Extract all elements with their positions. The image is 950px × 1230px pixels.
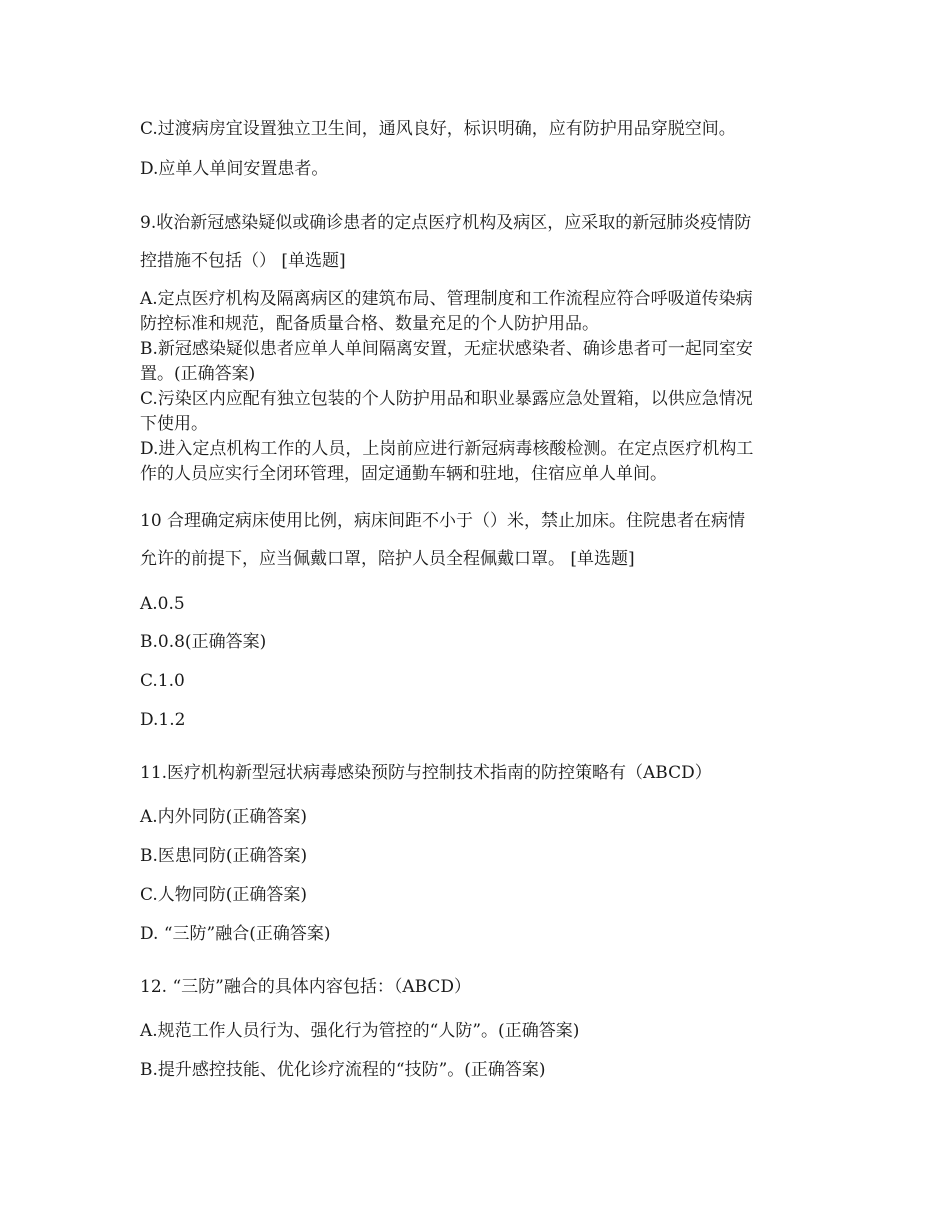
- question-9-line-2: 控措施不包括（） [单选题]: [140, 251, 346, 271]
- question-10-line-1: 10 合理确定病床使用比例，病床间距不小于（）米，禁止加床。住院患者在病情: [140, 511, 746, 531]
- option-a-q11: A.内外同防(正确答案): [140, 807, 307, 827]
- option-c-q11: C.人物同防(正确答案): [140, 885, 308, 905]
- option-c-q9-line-1: C.污染区内应配有独立包装的个人防护用品和职业暴露应急处置箱，以供应急情况: [140, 389, 753, 409]
- option-d-q11: D. “三防”融合(正确答案): [140, 924, 331, 944]
- option-b-q12: B.提升感控技能、优化诊疗流程的“技防”。(正确答案): [140, 1060, 546, 1080]
- option-d-q8: D.应单人单间安置患者。: [140, 159, 329, 179]
- question-9-line-1: 9.收治新冠感染疑似或确诊患者的定点医疗机构及病区，应采取的新冠肺炎疫情防: [140, 213, 752, 233]
- option-c-q10: C.1.0: [140, 671, 185, 691]
- option-d-q9-line-2: 作的人员应实行全闭环管理，固定通勤车辆和驻地，住宿应单人单间。: [140, 464, 667, 484]
- option-b-q9-line-2: 置。(正确答案): [140, 364, 256, 384]
- option-a-q10: A.0.5: [140, 594, 185, 614]
- question-12: 12. “三防”融合的具体内容包括：（ABCD）: [140, 977, 472, 997]
- option-d-q9-line-1: D.进入定点机构工作的人员，上岗前应进行新冠病毒核酸检测。在定点医疗机构工: [140, 439, 754, 459]
- option-c-q8: C.过渡病房宜设置独立卫生间，通风良好，标识明确，应有防护用品穿脱空间。: [140, 119, 736, 139]
- option-c-q9-line-2: 下使用。: [140, 414, 208, 434]
- option-b-q10: B.0.8(正确答案): [140, 632, 267, 652]
- question-11: 11.医疗机构新型冠状病毒感染预防与控制技术指南的防控策略有（ABCD）: [140, 763, 712, 783]
- option-b-q11: B.医患同防(正确答案): [140, 846, 308, 866]
- option-d-q10: D.1.2: [140, 710, 186, 730]
- question-10-line-2: 允许的前提下，应当佩戴口罩，陪护人员全程佩戴口罩。 [单选题]: [140, 549, 635, 569]
- option-b-q9-line-1: B.新冠感染疑似患者应单人单间隔离安置，无症状感染者、确诊患者可一起同室安: [140, 339, 753, 359]
- option-a-q9-line-1: A.定点医疗机构及隔离病区的建筑布局、管理制度和工作流程应符合呼吸道传染病: [140, 289, 753, 309]
- option-a-q9-line-2: 防控标准和规范，配备质量合格、数量充足的个人防护用品。: [140, 314, 599, 334]
- option-a-q12: A.规范工作人员行为、强化行为管控的“人防”。(正确答案): [140, 1021, 580, 1041]
